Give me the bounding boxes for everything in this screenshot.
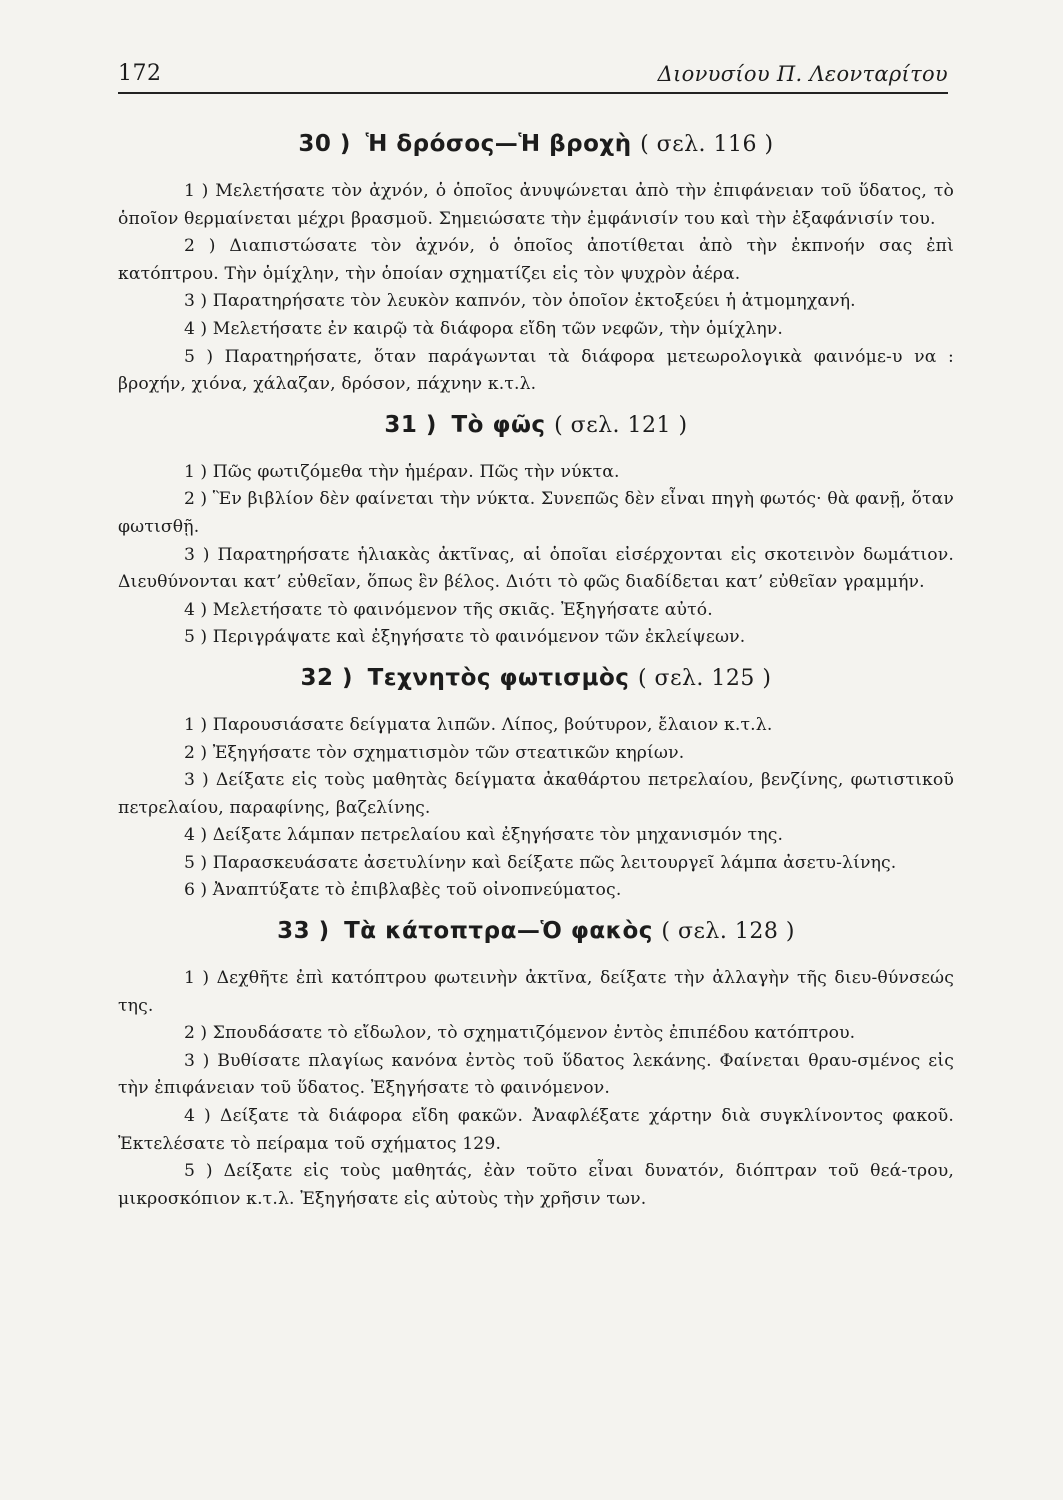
- section-heading: [118, 905, 954, 965]
- exercise-item: [118, 1020, 954, 1048]
- exercise-number: 2 ): [184, 742, 208, 763]
- exercise-text: Ἐξηγήσατε τὸν σχηματισμὸν τῶν στεατικῶν κηρίων.: [212, 742, 685, 763]
- exercise-number: 2 ): [184, 236, 216, 257]
- section-32: [118, 652, 954, 905]
- exercise-list: [118, 178, 954, 399]
- exercise-number: 6 ): [184, 880, 208, 901]
- exercise-item: [118, 624, 954, 652]
- exercise-item: [118, 1048, 954, 1103]
- exercise-list: [118, 712, 954, 905]
- exercise-text: Παρατηρήσατε τὸν λευκὸν καπνόν, τὸν ὁποῖον ἐκτοξεύει ἡ ἀτμομηχανή.: [212, 291, 856, 312]
- exercise-number: 3 ): [184, 1050, 210, 1071]
- exercise-number: 1 ): [184, 968, 210, 989]
- exercise-number: 4 ): [184, 1106, 211, 1127]
- page-content: [118, 118, 954, 1213]
- section-number: 32 ): [300, 664, 354, 691]
- exercise-number: 3 ): [184, 291, 208, 312]
- exercise-item: [118, 712, 954, 740]
- page-number: 172: [118, 61, 162, 86]
- page-header: [118, 60, 948, 94]
- exercise-number: 1 ): [184, 461, 208, 482]
- section-page-ref: ( σελ. 121 ): [554, 412, 688, 438]
- exercise-number: 5 ): [184, 346, 214, 367]
- exercise-text: Δείξατε εἰς τοὺς μαθητὰς δείγματα ἀκαθάρτου πετρελαίου, βενζίνης, φωτιστικοῦ πετρελαίου, παραφίνης, βαζελίνης.: [118, 770, 954, 818]
- exercise-text: Παρατηρήσατε, ὅταν παράγωνται τὰ διάφορα μετεωρολογικὰ φαινόμε-υ να : βροχήν, χιόνα, χάλαζαν, δρόσον, πάχνην κ.τ.λ.: [118, 346, 954, 395]
- exercise-text: Δείξατε τὰ διάφορα εἴδη φακῶν. Ἀναφλέξατε χάρτην διὰ συγκλίνοντος φακοῦ. Ἐκτελέσατε τὸ πείραμα τοῦ σχήματος 129.: [118, 1106, 954, 1154]
- exercise-text: Ἓν βιβλίον δὲν φαίνεται τὴν νύκτα. Συνεπῶς δὲν εἶναι πηγὴ φωτός· θὰ φανῇ, ὅταν φωτισθῇ.: [118, 489, 954, 537]
- section-title: Τὸ φῶς: [451, 411, 546, 438]
- section-page-ref: ( σελ. 128 ): [661, 919, 795, 945]
- section-number: 30 ): [298, 131, 351, 157]
- section-31: [118, 399, 954, 652]
- exercise-number: 2 ): [184, 489, 208, 510]
- exercise-item: [118, 1158, 954, 1213]
- exercise-text: Πῶς φωτιζόμεθα τὴν ἡμέραν. Πῶς τὴν νύκτα.: [212, 461, 620, 482]
- exercise-text: Μελετήσατε τὸ φαινόμενον τῆς σκιᾶς. Ἐξηγήσατε αὐτό.: [212, 599, 713, 620]
- exercise-number: 5 ): [184, 852, 208, 873]
- exercise-number: 4 ): [184, 599, 208, 620]
- exercise-item: [118, 178, 954, 233]
- exercise-number: 4 ): [184, 825, 208, 846]
- exercise-item: [118, 288, 954, 316]
- exercise-number: 4 ): [184, 318, 208, 339]
- exercise-text: Δείξατε λάμπαν πετρελαίου καὶ ἐξηγήσατε τὸν μηχανισμόν της.: [212, 825, 784, 846]
- section-title: Τεχνητὸς φωτισμὸς: [367, 664, 630, 691]
- section-33: [118, 905, 954, 1213]
- exercise-item: [118, 767, 954, 822]
- exercise-text: Μελετήσατε τὸν ἀχνόν, ὁ ὁποῖος ἀνυψώνεται ἀπὸ τὴν ἐπιφάνειαν τοῦ ὕδατος, τὸ ὁποῖον θερμαίνεται μέχρι βρασμοῦ. Σημειώσατε τὴν ἐμφάνισίν του καὶ τὴν ἐξαφάνισίν του.: [118, 181, 954, 229]
- exercise-text: Δείξατε εἰς τοὺς μαθητάς, ἐὰν τοῦτο εἶναι δυνατόν, διόπτραν τοῦ θεά-τρου, μικροσκόπιον κ.τ.λ. Ἐξηγήσατε εἰς αὐτοὺς τὴν χρῆσιν των.: [118, 1161, 954, 1209]
- section-title: Τὰ κάτοπτρα—Ὁ φακὸς: [344, 918, 653, 945]
- exercise-number: 2 ): [184, 1023, 208, 1044]
- exercise-text: Βυθίσατε πλαγίως κανόνα ἐντὸς τοῦ ὕδατος λεκάνης. Φαίνεται θραυ-σμένος εἰς τὴν ἐπιφάνειαν τοῦ ὕδατος. Ἐξηγήσατε τὸ φαινόμενον.: [118, 1050, 954, 1099]
- exercise-list: [118, 459, 954, 652]
- exercise-number: 5 ): [184, 1161, 213, 1182]
- exercise-text: Παρασκευάσατε ἀσετυλίνην καὶ δείξατε πῶς λειτουργεῖ λάμπα ἀσετυ-λίνης.: [212, 852, 897, 873]
- exercise-number: 1 ): [184, 181, 209, 201]
- section-page-ref: ( σελ. 116 ): [640, 132, 774, 157]
- exercise-number: 3 ): [184, 770, 209, 791]
- exercise-item: [118, 965, 954, 1020]
- exercise-item: [118, 597, 954, 625]
- exercise-text: Μελετήσατε ἐν καιρῷ τὰ διάφορα εἴδη τῶν νεφῶν, τὴν ὁμίχλην.: [212, 318, 783, 339]
- exercise-item: [118, 486, 954, 541]
- exercise-text: Παρατηρήσατε ἡλιακὰς ἀκτῖνας, αἱ ὁποῖαι εἰσέρχονται εἰς σκοτεινὸν δωμάτιον. Διευθύνονται κατ’ εὐθεῖαν, ὅπως ἓν βέλος. Διότι τὸ φῶς διαδίδεται κατ’ εὐθεῖαν γραμμήν.: [118, 544, 954, 593]
- section-page-ref: ( σελ. 125 ): [637, 665, 772, 691]
- exercise-item: [118, 233, 954, 288]
- exercise-item: [118, 459, 954, 487]
- exercise-item: [118, 344, 954, 399]
- exercise-text: Περιγράψατε καὶ ἐξηγήσατε τὸ φαινόμενον τῶν ἐκλείψεων.: [212, 627, 746, 648]
- exercise-item: [118, 877, 954, 905]
- exercise-number: 1 ): [184, 714, 208, 735]
- exercise-text: Σπουδάσατε τὸ εἴδωλον, τὸ σχηματιζόμενον ἐντὸς ἐπιπέδου κατόπτρου.: [212, 1023, 856, 1044]
- section-number: 33 ): [277, 918, 330, 945]
- section-heading: [118, 399, 954, 459]
- exercise-number: 5 ): [184, 627, 208, 648]
- exercise-item: [118, 1103, 954, 1158]
- exercise-list: [118, 965, 954, 1213]
- exercise-text: Δεχθῆτε ἐπὶ κατόπτρου φωτεινὴν ἀκτῖνα, δείξατε τὴν ἀλλαγὴν τῆς διευ-θύνσεώς της.: [118, 968, 954, 1016]
- exercise-text: Διαπιστώσατε τὸν ἀχνόν, ὁ ὁποῖος ἀποτίθεται ἀπὸ τὴν ἐκπνοήν σας ἐπὶ κατόπτρου. Τὴν ὁμίχλην, τὴν ὁποίαν σχηματίζει εἰς τὸν ψυχρὸν ἀέρα.: [118, 236, 954, 284]
- running-head: Διονυσίου Π. Λεονταρίτου: [657, 62, 948, 86]
- exercise-item: [118, 740, 954, 768]
- exercise-text: Ἀναπτύξατε τὸ ἐπιβλαβὲς τοῦ οἰνοπνεύματος.: [212, 880, 622, 901]
- exercise-number: 3 ): [184, 544, 210, 565]
- exercise-text: Παρουσιάσατε δείγματα λιπῶν. Λίπος, βούτυρον, ἔλαιον κ.τ.λ.: [212, 714, 773, 735]
- section-heading: [118, 652, 954, 712]
- exercise-item: [118, 822, 954, 850]
- exercise-item: [118, 850, 954, 878]
- section-title: Ἡ δρόσος—Ἡ βροχὴ: [365, 131, 632, 157]
- section-30: [118, 118, 954, 399]
- section-heading: [118, 118, 954, 178]
- section-number: 31 ): [384, 411, 437, 438]
- exercise-item: [118, 542, 954, 597]
- exercise-item: [118, 316, 954, 344]
- book-page: [112, 0, 954, 1500]
